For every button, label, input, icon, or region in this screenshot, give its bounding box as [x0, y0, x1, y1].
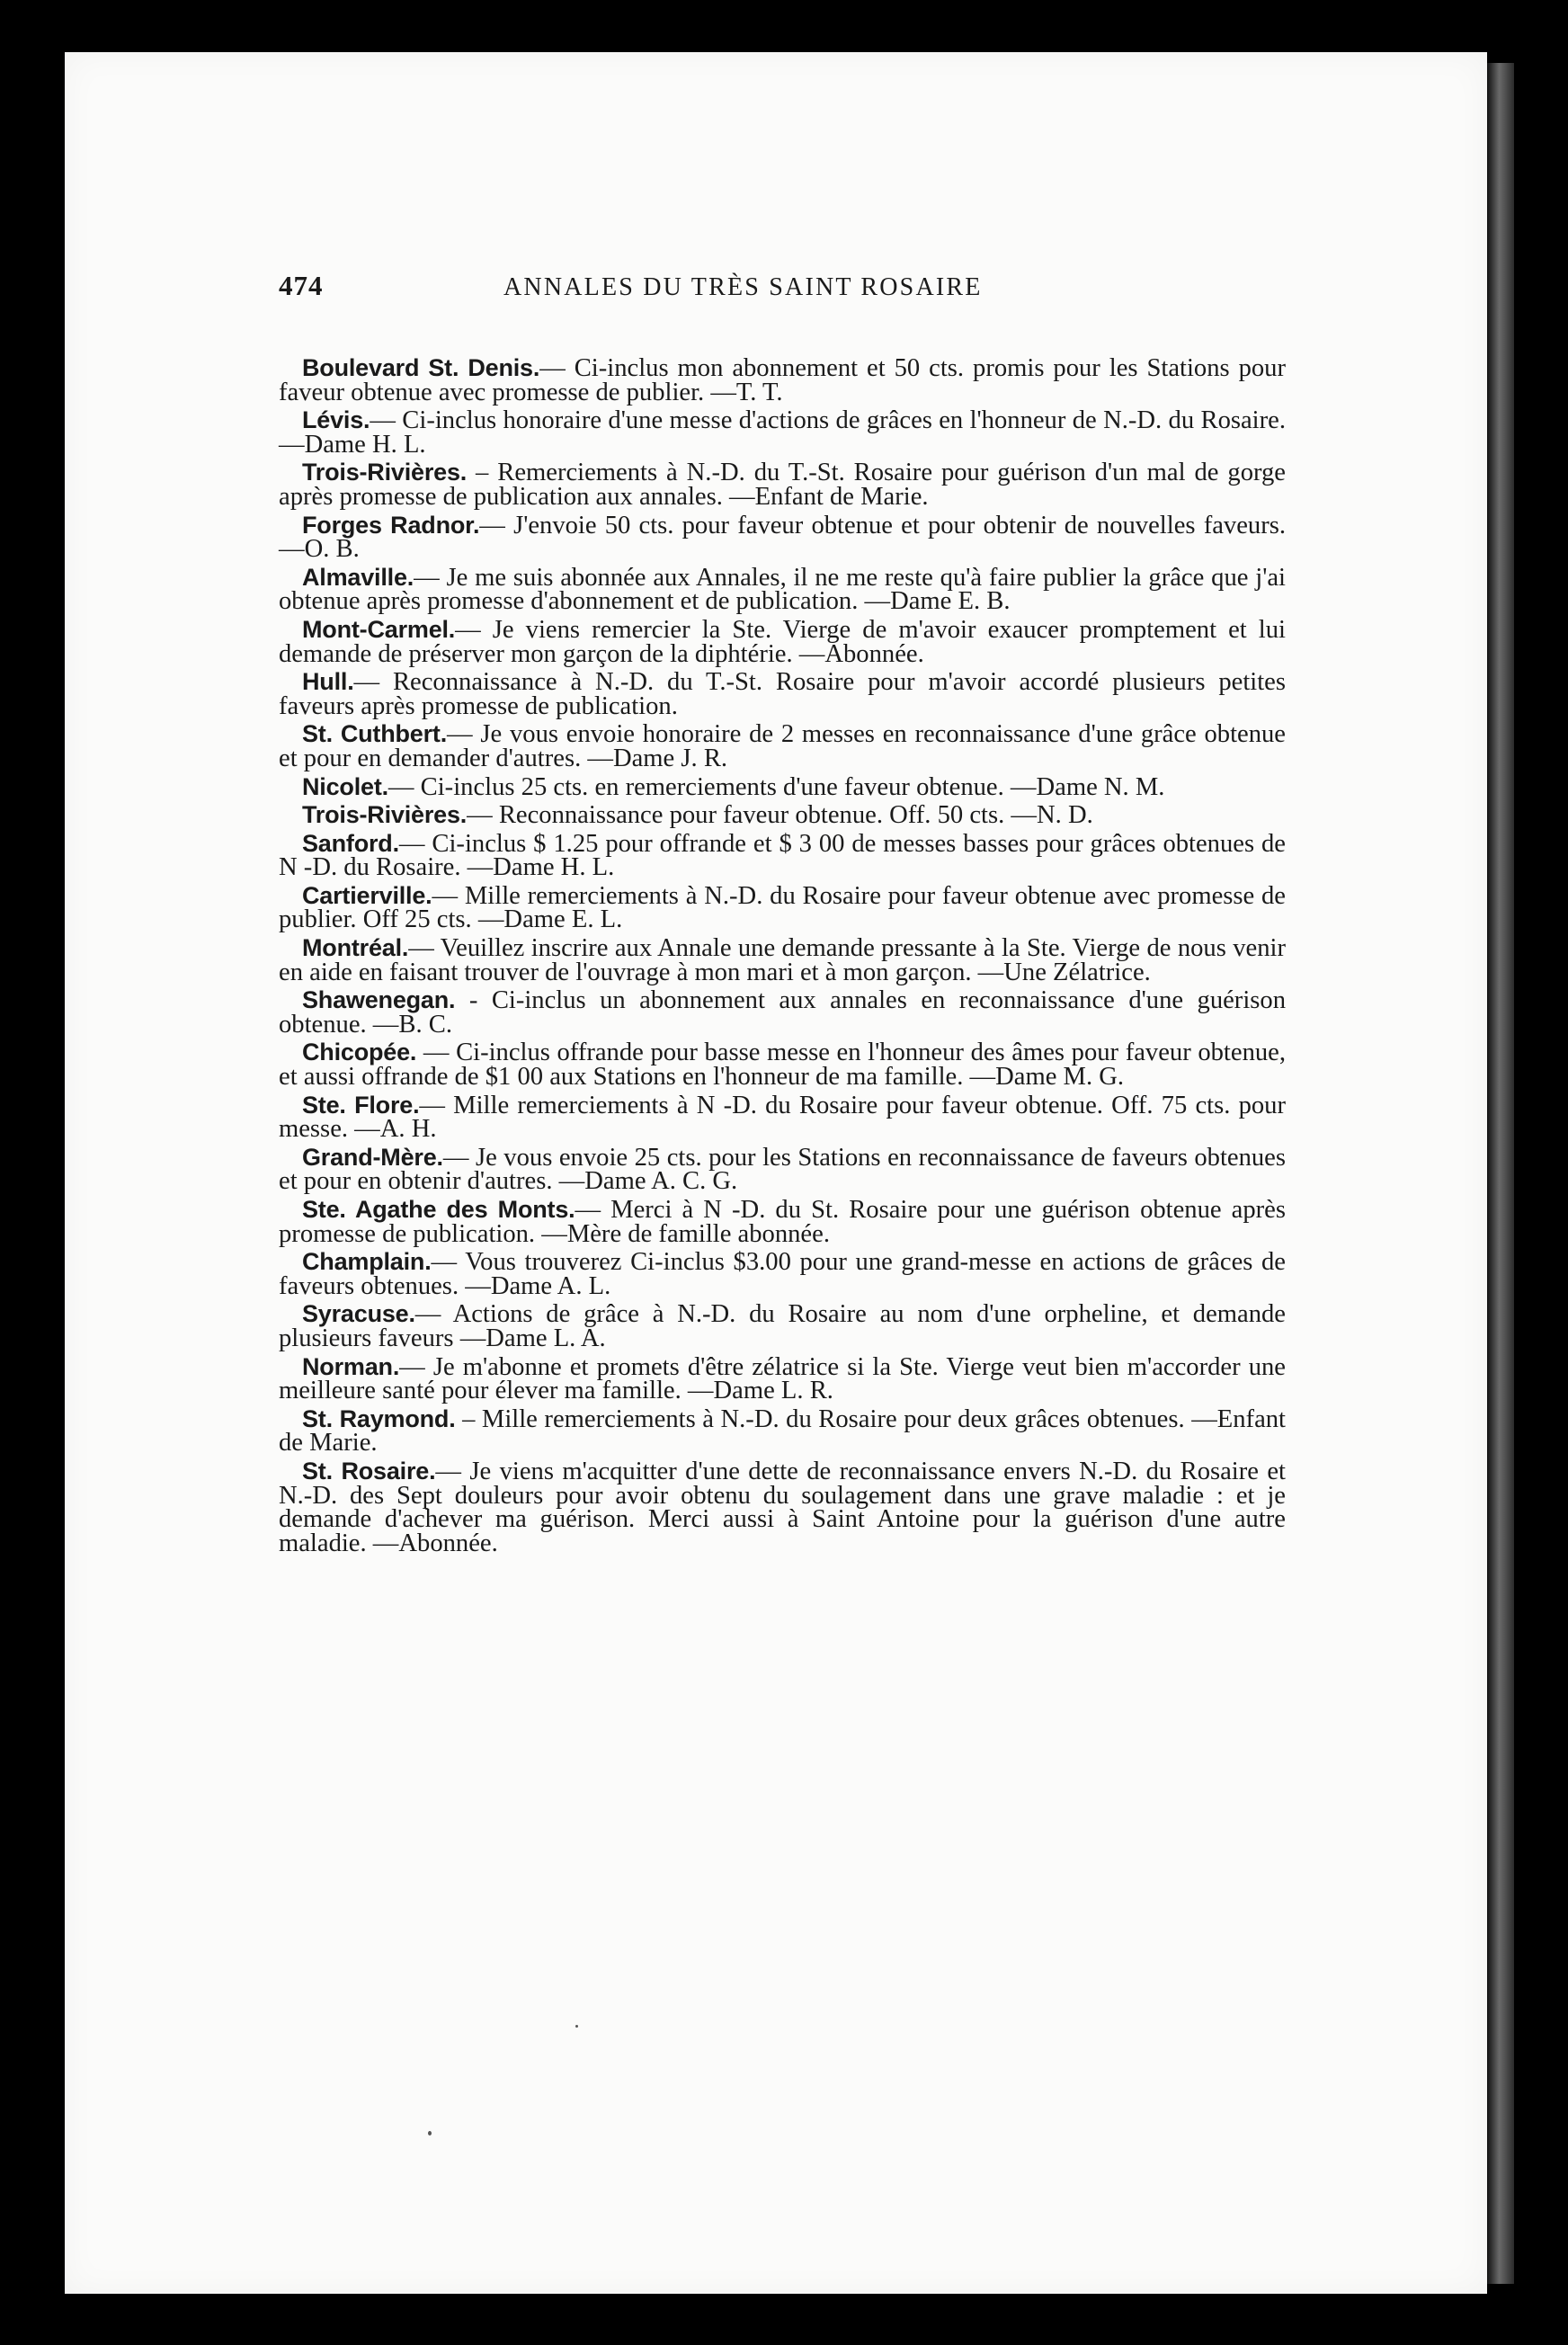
entry	[279, 1250, 1286, 1298]
entry-text: — J'envoie 50 cts. pour faveur obtenue et pour obtenir de nouvelles faveurs. —O. B.	[279, 511, 1286, 564]
entry-text: — Ci-inclus mon abonnement et 50 cts. promis pour les Stations pour faveur obtenue avec promesse de publier. —T. T.	[279, 354, 1286, 406]
entry-place: Forges Radnor.	[302, 511, 480, 539]
entry-place: Norman.	[302, 1352, 400, 1380]
entry	[279, 1404, 1287, 1458]
entry-text: — Mille remerciements à N -D. du Rosaire pour faveur obtenue. Off. 75 cts. pour messe. —A. H.	[279, 1091, 1286, 1144]
entry	[279, 1302, 1286, 1351]
entry-text: — Je m'abonne et promets d'être zélatrice si la Ste. Vierge veut bien m'accorder une meilleure santé pour élever ma famille. —Dame L. R.	[279, 1352, 1286, 1405]
entry	[279, 881, 1286, 934]
page-number: 474	[279, 270, 324, 301]
entry	[279, 615, 1286, 668]
page-text	[279, 270, 1286, 1559]
entry-text: – Remerciements à N.-D. du T.-St. Rosaire pour guérison d'un mal de gorge après promesse de publication aux annales. —Enfant de Marie.	[279, 459, 1286, 511]
entry-place: Ste. Agathe des Monts.	[302, 1196, 575, 1223]
entry-text: — Ci-inclus offrande pour basse messe en l'honneur des âmes pour faveur obtenue, et aussi offrande de $1 00 aux Stations en l'honneur de ma famille. —Dame M. G.	[279, 1039, 1286, 1092]
adjacent-page-edge	[1487, 63, 1514, 2284]
entry	[279, 1143, 1286, 1196]
entry-place: Syracuse.	[302, 1300, 415, 1328]
entry-text: — Ci-inclus $ 1.25 pour offrande et $ 3 00 de messes basses pour grâces obtenues de N -D. du Rosaire. —Dame H. L.	[279, 829, 1286, 882]
entry	[279, 936, 1286, 985]
entry-place: Lévis.	[302, 406, 370, 434]
entry	[279, 1039, 1286, 1092]
entry-text: — Reconnaissance pour faveur obtenue. Off. 50 cts. —N. D.	[467, 801, 1093, 830]
entry-place: Grand-Mère.	[302, 1143, 443, 1171]
entry	[279, 1198, 1286, 1246]
running-title: ANNALES DU TRÈS SAINT ROSAIRE	[503, 273, 983, 301]
entry-text: — Ci-inclus honoraire d'une messe d'actions de grâces en l'honneur de N.-D. du Rosaire. —Dame H. L.	[279, 406, 1286, 459]
entry-place: St. Rosaire.	[302, 1457, 436, 1485]
entry-text: — Actions de grâce à N.-D. du Rosaire au nom d'une orpheline, et demande plusieurs faveurs —Dame L. A.	[279, 1300, 1286, 1352]
entry-text: — Je me suis abonnée aux Annales, il ne me reste qu'à faire publier la grâce que j'ai obtenue après promesse d'abonnement et de publication. —Dame E. B.	[279, 563, 1286, 616]
entry-place: Almaville.	[302, 563, 414, 591]
entry-text: — Veuillez inscrire aux Annale une demande pressante à la Ste. Vierge de nous venir en aide en faisant trouver de l'ouvrage à mon mari et à mon garçon. —Une Zélatrice.	[279, 934, 1286, 986]
entry-place: Cartierville.	[302, 881, 432, 909]
entry	[279, 356, 1286, 405]
entries-list	[279, 356, 1286, 1556]
entry-text: – Mille remerciements à N.-D. du Rosaire pour deux grâces obtenues. —Enfant de Marie.	[279, 1404, 1287, 1458]
entry-place: Nicolet.	[302, 772, 388, 800]
entry	[279, 408, 1286, 457]
entry-place: St. Raymond.	[302, 1404, 456, 1432]
entry	[279, 1093, 1286, 1142]
entry-text: - Ci-inclus un abonnement aux annales en reconnaissance d'une guérison obtenue. —B. C.	[279, 986, 1286, 1039]
ink-speck	[575, 2025, 578, 2028]
page-header	[279, 270, 1286, 324]
entry-text: — Vous trouverez Ci-inclus $3.00 pour une grand-messe en actions de grâces de faveurs obtenues. —Dame A. L.	[279, 1248, 1286, 1300]
entry-place: Shawenegan.	[302, 986, 456, 1014]
entry-place: Trois-Rivières.	[302, 459, 468, 486]
entry-text: — Mille remerciements à N.-D. du Rosaire pour faveur obtenue avec promesse de publier. Off 25 cts. —Dame E. L.	[279, 881, 1286, 934]
entry	[279, 563, 1286, 616]
entry	[279, 772, 1286, 801]
entry-place: St. Cuthbert.	[302, 720, 448, 748]
entry-place: Ste. Flore.	[302, 1091, 420, 1119]
entry	[279, 460, 1286, 509]
ink-speck	[428, 2131, 432, 2135]
entry-place: Mont-Carmel.	[302, 615, 456, 643]
entry	[279, 1352, 1286, 1405]
entry-text: — Reconnaissance à N.-D. du T.-St. Rosaire pour m'avoir accordé plusieurs petites faveurs après promesse de publication.	[279, 668, 1286, 720]
entry-text: — Je viens remercier la Ste. Vierge de m'avoir exaucer promptement et lui demande de préserver mon garçon de la diphtérie. —Abonnée.	[279, 615, 1286, 668]
entry	[279, 803, 1286, 828]
entry-place: Trois-Rivières.	[302, 801, 468, 829]
entry-text: — Merci à N -D. du St. Rosaire pour une guérison obtenue après promesse de publication. —Mère de famille abonnée.	[279, 1196, 1286, 1248]
entry-text: — Ci-inclus 25 cts. en remerciements d'une faveur obtenue. —Dame N. M.	[388, 772, 1165, 801]
entry-place: Montréal.	[302, 934, 409, 962]
entry-place: Champlain.	[302, 1248, 432, 1276]
entry-place: Chicopée.	[302, 1039, 417, 1066]
entry	[279, 513, 1286, 562]
entry	[279, 988, 1286, 1037]
entry	[279, 1459, 1286, 1556]
entry-place: Hull.	[302, 668, 354, 696]
entry-text: — Je viens m'acquitter d'une dette de reconnaissance envers N.-D. du Rosaire et N.-D. des Sept douleurs pour avoir obtenu du soulagement dans une grave maladie : et je demande d'achever ma guérison. Merci aussi à Saint Antoine pour la guérison d'une autre maladie. —Abonnée.	[279, 1457, 1286, 1557]
entry-place: Sanford.	[302, 829, 399, 857]
entry	[279, 829, 1286, 882]
entry	[279, 722, 1286, 771]
entry-place: Boulevard St. Denis.	[302, 354, 540, 381]
entry-text: — Je vous envoie honoraire de 2 messes en reconnaissance d'une grâce obtenue et pour en demander d'autres. —Dame J. R.	[279, 720, 1286, 772]
entry	[279, 670, 1286, 718]
entry-text: — Je vous envoie 25 cts. pour les Stations en reconnaissance de faveurs obtenues et pour en obtenir d'autres. —Dame A. C. G.	[279, 1143, 1286, 1196]
